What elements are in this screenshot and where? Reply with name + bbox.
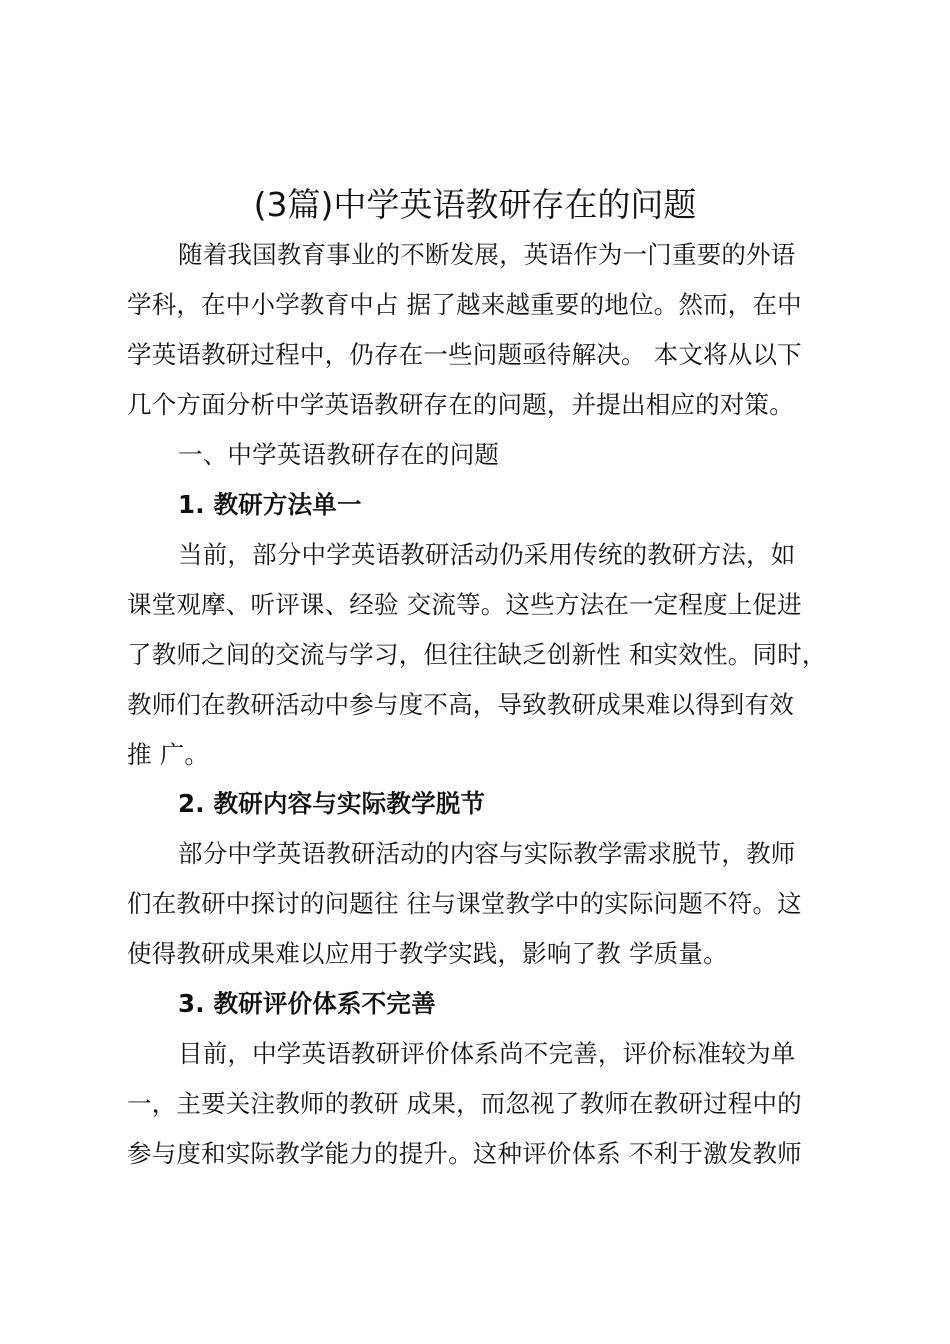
paragraph-line: 当前，部分中学英语教研活动仍采用传统的教研方法，如 xyxy=(178,540,796,569)
paragraph-line: 几个方面分析中学英语教研存在的问题，并提出相应的对策。 xyxy=(127,390,794,419)
paragraph-line: 使得教研成果难以应用于教学实践，影响了教 学质量。 xyxy=(127,939,728,968)
paragraph-line: 学科，在中小学教育中占 据了越来越重要的地位。然而，在中 xyxy=(127,290,802,319)
paragraph-line: 了教师之间的交流与学习，但往往缺乏创新性 和实效性。同时， xyxy=(127,640,827,669)
paragraph-line: 一，主要关注教师的教研 成果，而忽视了教师在教研过程中的 xyxy=(127,1089,802,1118)
paragraph-line: 部分中学英语教研活动的内容与实际教学需求脱节，教师 xyxy=(178,839,796,868)
subsection-heading: 2. 教研内容与实际教学脱节 xyxy=(178,789,486,818)
paragraph-line: 们在教研中探讨的问题往 往与课堂教学中的实际问题不符。这 xyxy=(127,889,802,918)
document-title: (3篇)中学英语教研存在的问题 xyxy=(253,185,697,224)
paragraph-line: 参与度和实际教学能力的提升。这种评价体系 不利于激发教师 xyxy=(127,1139,802,1168)
subsection-heading: 3. 教研评价体系不完善 xyxy=(178,989,436,1018)
paragraph-line: 目前，中学英语教研评价体系尚不完善，评价标准较为单 xyxy=(178,1039,796,1068)
subsection-heading: 1. 教研方法单一 xyxy=(178,490,362,519)
paragraph-line: 课堂观摩、听评课、经验 交流等。这些方法在一定程度上促进 xyxy=(127,590,802,619)
paragraph-line: 随着我国教育事业的不断发展，英语作为一门重要的外语 xyxy=(178,240,796,269)
paragraph-line: 学英语教研过程中，仍存在一些问题亟待解决。 本文将从以下 xyxy=(127,340,802,369)
paragraph-line: 推 广。 xyxy=(127,740,210,769)
section-heading: 一、中学英语教研存在的问题 xyxy=(178,440,500,469)
paragraph-line: 教师们在教研活动中参与度不高，导致教研成果难以得到有效 xyxy=(127,690,794,719)
